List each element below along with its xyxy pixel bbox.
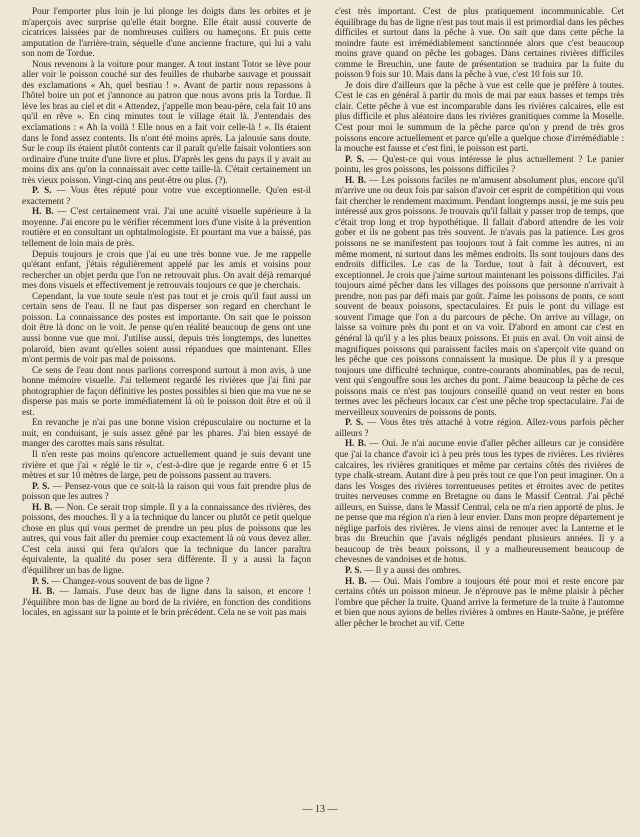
paragraph: H. B. — Oui. Je n'ai aucune envie d'aller pêcher ailleurs car je considère que j'ai la chance d'avoir ici à peu près tous les types de rivières. Les rivières calcaires, les rivières granitiques et même par certains côtés des rivières de type chalk-stream. Autant dire à peu près tout ce que l'on peut imaginer. On a dans les Vosges des rivières torrentueuses petites et étroites avec de petites truites nerveuses comme en Bretagne ou dans le Massif Central. J'ai pêché ailleurs, en Suisse, dans le Massif Central, cela ne m'a rien apporté de plus. Je ne pense que ma région n'a rien à leur envier. Dans mon propre département je néglige parfois des rivières. Je viens ainsi de renouer avec la Lanterne et le bras du Breuchin que j'avais négligés pendant plusieurs années. Il y a beaucoup de très beaux poissons, il y a malheureusement beaucoup de chevesnes de vandoises et de hotus. (335, 438, 624, 565)
paragraph (22, 249, 311, 291)
speaker-label: P. S. (32, 480, 50, 491)
paragraph-text: Il y a aussi des ombres. (375, 564, 462, 575)
paragraph: H. B. — Les poissons faciles ne m'amusent absolument plus, encore qu'il m'arrive une ou deux fois par saison d'avoir cet esprit de compétition qui vous fait chercher le rendement maximum. Pendant longtemps aussi, je me suis peu intéressé aux gros poissons. Je trouvais qu'il fallait y passer trop de temps, que c'était trop long et trop hypothétique. Il fallait d'abord attendre de les voir gober et ils ne gobent pas très souvent. Je n'avais pas la patience. Les gros poissons ne se manifestent pas toujours tout à fait comme les autres, ni au même moment, ni surtout dans les mêmes endroits. Ils sont toujours dans des endroits difficiles. Le cas de la Tordue, tout à fait à découvert, est exceptionnel. Je crois que j'aime surtout maintenant les poissons difficiles. J'ai toujours aimé pêcher dans les villages des poissons que personne n'arrivait à prendre, non pas par défi mais par goût. J'aime les poissons de ponts, ce sont souvent de beaux poissons, spectaculaires. Et puis le pont du village est souvent l'image que l'on a du parcours de pêche. On arrive au village, on laisse sa voiture près du pont et on va voir. D'abord en amont car c'est en général là qu'il y a les plus beaux poissons. Et puis en aval. On voit ainsi de magnifiques poissons qui paraissent faciles mais on s'aperçoit vite quand on les pêche que ces poissons connaissent la musique. De plus il y a presque toujours une difficulté technique, contre-courants abominables, pas de recul, vent qui s'engouffre sous les arches du pont. J'aime beaucoup la pêche de ces poissons mais ce n'est pas toujours conseillé quand on veut rester en bons termes avec les pêcheurs locaux car c'est une pêche trop spectaculaire. J'ai de merveilleux souvenirs de poissons de ponts. (335, 174, 624, 417)
paragraph-text: Je dois dire d'ailleurs que la pêche à vue est celle que je préfère à toutes. C'est le cas en général à partir du mois de mai par eaux basses et temps très clair. Cette pêche à vue est incomparable dans les rivières calcaires, elle est plus difficile et plus aléatoire dans les rivières granitiques comme la Moselle. C'est pour moi le summum de la pêche parce qu'on y prend de très gros poissons encore actuellement et parce qu'elle a quelque chose d'irrémédiable : la mouche est fausse et c'est fini, le poisson est parti. (335, 79, 624, 154)
paragraph-text: Les poissons faciles ne m'amusent absolument plus, encore qu'il m'arrive une ou deux fois par saison d'avoir cet esprit de compétition qui vous fait chercher le rendement maximum. Pendant longtemps aussi, je me suis peu intéressé aux gros poissons. Je trouvais qu'il fallait y passer trop de temps, que c'était trop long et trop hypothétique. Il fallait d'abord attendre de les voir gober et ils ne gobent pas très souvent. Je n'avais pas la patience. Les gros poissons ne se manifestent pas toujours tout à fait comme les autres, ni au même moment, ni surtout dans les mêmes endroits. Ils sont toujours dans des endroits difficiles. Le cas de la Tordue, tout à fait à découvert, est exceptionnel. Je crois que j'aime surtout maintenant les poissons difficiles. J'ai toujours aimé pêcher dans les villages des poissons que personne n'arrivait à prendre, non pas par défi mais par goût. J'aime les poissons de ponts, ce sont souvent de beaux poissons, spectaculaires. Et puis le pont du village est souvent l'image que l'on a du parcours de pêche. On arrive au village, on laisse sa voiture près du pont et on va voir. D'abord en amont car c'est en général là qu'il y a les plus beaux poissons. Et puis en aval. On voit ainsi de magnifiques poissons qui paraissent faciles mais on s'aperçoit vite quand on les pêche que ces poissons connaissent la musique. De plus il y a presque toujours une difficulté technique, contre-courants abominables, pas de recul, vent qui s'engouffre sous les arches du pont. J'aime beaucoup la pêche de ces poissons mais ce n'est pas toujours conseillé quand on veut rester en bons termes avec les pêcheurs locaux car c'est une pêche trop spectaculaire. J'ai de merveilleux souvenirs de poissons de ponts. (335, 174, 624, 417)
paragraph (22, 59, 311, 186)
paragraph: P. S. — Vous êtes très attaché à votre région. Allez-vous parfois pêcher ailleurs ? (335, 417, 624, 438)
speaker-label: P. S. (345, 417, 364, 428)
paragraph-text: Vous êtes très attaché à votre région. Allez-vous parfois pêcher ailleurs ? (335, 417, 624, 438)
paragraph-text: Vous êtes réputé pour votre vue exceptionnelle. Qu'en est-il exactement ? (22, 185, 311, 206)
paragraph: P. S. — Qu'est-ce qui vous intéresse le plus actuellement ? Le panier pointu, les gros poissons, les poissons difficiles ? (335, 153, 624, 175)
paragraph-text: c'est très important. C'est de plus pratiquement incommunicable. Cet équilibrage du bas de ligne n'est pas tout mais il est primordial dans les pêches difficiles et surtout dans la pêche à vue. On sait que dans cette pêche la moindre faute est irrémédiablement sanctionnée alors que c'est beaucoup moins grave quand on pêche les gobages. Dans certaines rivières difficiles comme le Breuchin, une faute de présentation se traduira par la fuite du poisson 9 fois sur 10. Mais dans la pêche à vue, c'est 10 fois sur 10. (335, 6, 624, 80)
paragraph-text: Pensez-vous que ce soit-là la raison qui vous fait prendre plus de poisson que les autres ? (22, 480, 311, 502)
paragraph (22, 365, 311, 418)
paragraph-text: Oui. Je n'ai aucune envie d'aller pêcher ailleurs car je considère que j'ai la chance d'avoir ici à peu près tous les types de rivières. Les rivières calcaires, les rivières granitiques et même par certains côtés des rivières de type chalk-stream. Autant dire à peu près tout ce que l'on peut imaginer. On a dans les Vosges des rivières torrentueuses petites et étroites avec de petites truites nerveuses comme en Bretagne ou dans le Massif Central. J'ai pêché ailleurs, en Suisse, dans le Massif Central, cela ne m'a rien apporté de plus. Je ne pense que ma région n'a rien à leur envier. Dans mon propre département je néglige parfois des rivières. Je viens ainsi de renouer avec la Lanterne et le bras du Breuchin que j'avais négligés pendant plusieurs années. Il y a beaucoup de très beaux poissons, il y a malheureusement beaucoup de chevesnes de vandoises et de hotus. (335, 438, 624, 565)
speaker-label: P. S. (345, 153, 364, 164)
speaker-label: P. S. (32, 575, 49, 586)
speaker-label: P. S. (345, 564, 362, 575)
page-number: — 13 — (302, 804, 338, 815)
speaker-label: P. S. (32, 185, 52, 196)
paragraph (335, 6, 624, 80)
paragraph-text: Changez-vous souvent de bas de ligne ? (62, 575, 210, 586)
speaker-label: H. B. (32, 206, 54, 217)
paragraph-text: Non. Ce serait trop simple. Il y a la connaissance des rivières, des poissons, des mouches. Il y a la technique du lancer ou plutôt ce petit quelque chose en plus qui vous permet de prendre un peu plus de poissons que les autres, qui vous fait aller du premier coup exactement là où vous devez aller. C'est cela aussi qui fera qu'alors que la technique du lancer paraîtra équivalente, la qualité du poser sera différente. Il y a aussi la façon d'équilibrer un bas de ligne. (22, 501, 311, 575)
paragraph: H. B. — C'est certainement vrai. J'ai une acuité visuelle supérieure à la moyenne. J'ai encore pu le vérifier récemment lors d'une visite à la prévention routière et en consultant un ophtalmologiste. Et pourtant ma vue a baissé, pas tellement de loin mais de près. (22, 206, 311, 249)
paragraph (335, 80, 624, 154)
paragraph (22, 291, 311, 365)
paragraph-text: Cependant, la vue toute seule n'est pas tout et je crois qu'il faut aussi un certain sens de l'eau. Il ne faut pas disperser son regard en cherchant le poisson. La connaissance des postes est importante. On sait que le poisson doit être là donc on le voit. Je pense qu'en réalité beaucoup de gens ont une aussi bonne vue que moi. J'utilise aussi, depuis très longtemps, des lunettes polaroïd, bien avant qu'elles soient aussi répandues que maintenant. Elles m'ont permis de voir pas mal de poissons. (22, 290, 311, 365)
paragraph-text: Nous revenons à la voiture pour manger. A tout instant Totor se lève pour aller voir le poisson couché sur des feuilles de rhubarbe sauvage et poussait des exclamations « Ah, quel bestiau ! ». Avant de partir nous repassons à l'hôtel boire un pot et j'annonce au patron que nous avons pris la Tordue. Il lève les bras au ciel et dit « Attendez, j'appelle mon beau-père, cela fait 10 ans qu'il en rêve ». En cinq minutes tout le village était là. J'entendais des exclamations : « Ah la voilà ! Elle nous en a fait voir celle-là ! ». Ils étaient dans le fond assez contents. Ils n'ont été moins après. La jalousie sans doute. Sur le coup ils étaient plutôt contents car il paraît qu'elle faisait volontiers son ordinaire d'une truite d'une livre et plus. D'après les gens du pays il y avait au moins dix ans qu'on la connaissait avec cette taille-là. C'était certainement un très vieux poisson. Vingt-cinq ans peut-être ou plus. (?). (22, 58, 311, 185)
speaker-label: H. B. (345, 174, 367, 185)
speaker-label: H. B. (345, 575, 367, 586)
text-columns (22, 6, 624, 798)
paragraph-text: Depuis toujours je crois que j'ai eu une très bonne vue. Je me rappelle qu'étant enfant, j'étais régulièrement appelé par les amis et voisins pour rechercher un objet perdu que l'on ne retrouvait plus. On avait déjà remarqué mes dons visuels et effectivement je retrouvais toujours ce que je cherchais. (22, 248, 311, 291)
paragraph (22, 417, 311, 449)
paragraph: P. S. — Changez-vous souvent de bas de ligne ? (32, 575, 210, 586)
paragraph: H. B. — Non. Ce serait trop simple. Il y a la connaissance des rivières, des poissons, des mouches. Il y a la technique du lancer ou plutôt ce petit quelque chose en plus qui vous permet de prendre un peu plus de poissons que les autres, qui vous fait aller du premier coup exactement là où vous devez aller. C'est cela aussi qui fera qu'alors que la technique du lancer paraîtra équivalente, la qualité du poser sera différente. Il y a aussi la façon d'équilibrer un bas de ligne. (22, 501, 311, 575)
paragraph-text: C'est certainement vrai. J'ai une acuité visuelle supérieure à la moyenne. J'ai encore pu le vérifier récemment lors d'une visite à la prévention routière et en consultant un ophtalmologiste. Et pourtant ma vue a baissé, pas tellement de loin mais de près. (22, 206, 311, 249)
paragraph-text: Ce sens de l'eau dont nous parlions correspond surtout à mon avis, à une bonne mémoire visuelle. J'ai tellement regardé les rivières que j'ai fini par photographier de façon définitive les postes possibles si bien que ma vue ne se disperse pas mais se porte immédiatement là où le poisson doit être et où il est. (22, 364, 311, 417)
paragraph: P. S. — Pensez-vous que ce soit-là la raison qui vous fait prendre plus de poisson que les autres ? (22, 480, 311, 502)
paragraph-text: Jamais. J'use deux bas de ligne dans la saison, et encore ! J'équilibre mon bas de ligne au bord de la rivière, en fonction des conditions locales, en agissant sur la pointe et le brin précédent. Cela ne se voit pas mais (22, 586, 311, 618)
speaker-label: H. B. (32, 501, 53, 512)
paragraph: P. S. — Vous êtes réputé pour votre vue exceptionnelle. Qu'en est-il exactement ? (22, 185, 311, 206)
paragraph-text: Il n'en reste pas moins qu'encore actuellement quand je suis devant une rivière et que j'ai « réglé le tir », c'est-à-dire que je regarde entre 6 et 15 mètres et sur 10 mètres de large, peu de poissons passent au travers. (22, 448, 311, 481)
speaker-label: H. B. (32, 586, 55, 597)
paragraph-text: Oui. Mais l'ombre a toujours été pour moi et reste encore par certains côtés un poisson mineur. Je n'éprouve pas le même plaisir à pêcher l'ombre que pêcher la truite. Quand arrive la fermeture de la truite à l'automne et bien que nous ayions de belles rivières à ombres en Haute-Saône, je préfère aller pêcher le brochet au vif. Cette (335, 575, 624, 628)
left-column (22, 6, 311, 798)
paragraph: H. B. — Oui. Mais l'ombre a toujours été pour moi et reste encore par certains côtés un poisson mineur. Je n'éprouve pas le même plaisir à pêcher l'ombre que pêcher la truite. Quand arrive la fermeture de la truite à l'automne et bien que nous ayions de belles rivières à ombres en Haute-Saône, je préfère aller pêcher le brochet au vif. Cette (335, 575, 624, 628)
paragraph (22, 6, 311, 59)
paragraph (22, 449, 311, 481)
paragraph-text: En revanche je n'ai pas une bonne vision crépusculaire ou nocturne et la nuit, en conduisant, je suis assez gêné par les phares. J'ai bien essayé de manger des carottes mais sans résultat. (22, 417, 311, 449)
speaker-label: H. B. (345, 438, 367, 449)
paragraph-text: Pour l'emporter plus loin je lui plonge les doigts dans les orbites et je m'aperçois avec surprise qu'elle était borgne. Elle était aussi couverte de cicatrices laissées par de nombreuses cuillers ou hameçons. Et puis cette amputation de l'arrière-train, séquelle d'une ancienne fracture, qui lui a valu son nom de Tordue. (22, 6, 311, 59)
paragraph: P. S. — Il y a aussi des ombres. (345, 564, 462, 575)
right-column (335, 6, 624, 798)
paragraph: H. B. — Jamais. J'use deux bas de ligne dans la saison, et encore ! J'équilibre mon bas de ligne au bord de la rivière, en fonction des conditions locales, en agissant sur la pointe et le brin précédent. Cela ne se voit pas mais (22, 586, 311, 618)
paragraph-text: Qu'est-ce qui vous intéresse le plus actuellement ? Le panier pointu, les gros poissons, les poissons difficiles ? (335, 153, 624, 175)
